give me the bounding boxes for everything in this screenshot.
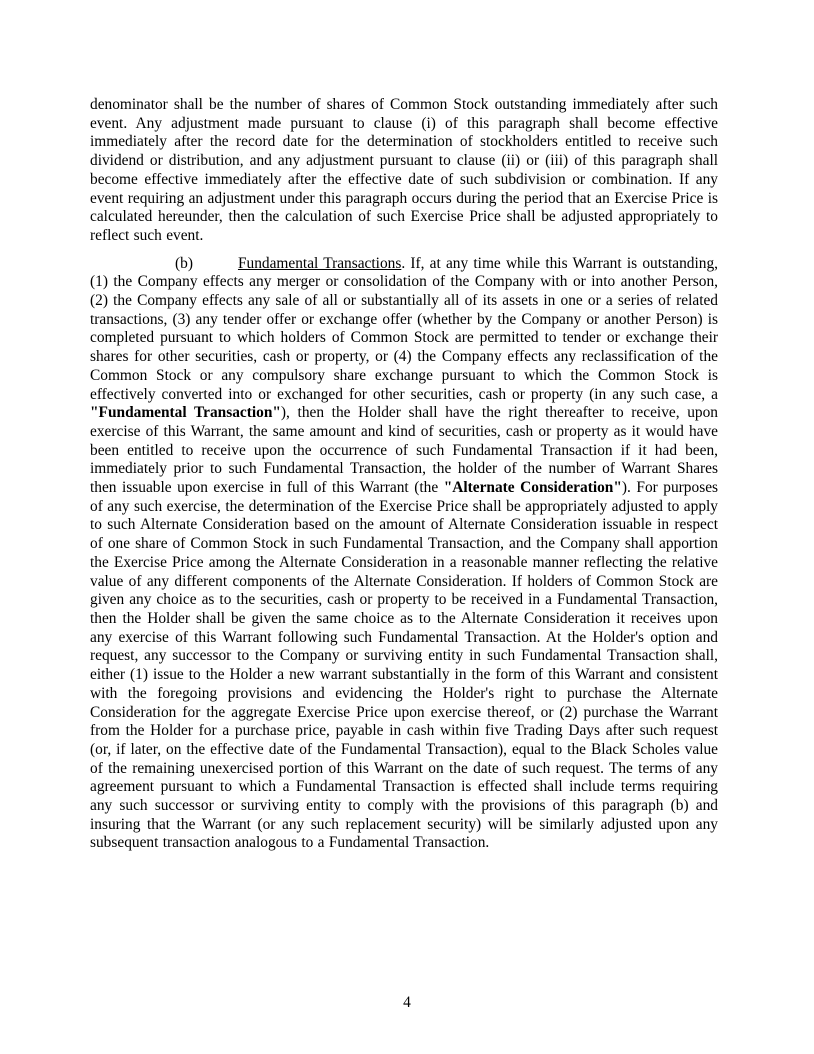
text-run: denominator shall be the number of shares of Common Stock outstanding immediately after such event. Any adjustment made pursuant to clause (i) of this paragraph shall become effective immediately after the record date for the determination of stockholders entitled to receive such dividend or distribution, and any adjustment pursuant to clause (ii) or (iii) of this paragraph shall become effective immediately after the effective date of such subdivision or combination. If any event requiring an adjustment under this paragraph occurs during the period that an Exercise Price is calculated hereunder, then the calculation of such Exercise Price shall be adjusted appropriately to reflect such event. (90, 96, 718, 244)
text-run: . If, at any time while this Warrant is outstanding, (1) the Company effects any merger or consolidation of the Company with or into another Person, (2) the Company effects any sale of all or substantially all of its assets in one or a series of related transactions, (3) any tender offer or exchange offer (whether by the Company or another Person) is completed pursuant to which holders of Common Stock are permitted to tender or exchange their shares for other securities, cash or property, or (4) the Company effects any reclassification of the Common Stock or any compulsory share exchange pursuant to which the Common Stock is effectively converted into or exchanged for other securities, cash or property (in any such case, a (90, 254, 718, 403)
paragraph-adjustment-continuation (90, 96, 718, 246)
text-run: (b) (175, 254, 193, 272)
defined-term-bold: "Alternate Consideration" (443, 479, 622, 497)
document-body (90, 96, 718, 853)
text-run: ). For purposes of any such exercise, the determination of the Exercise Price shall be appropriately adjusted to apply to such Alternate Consideration based on the amount of Alternate Consideration issuable in respect of one share of Common Stock in such Fundamental Transaction, and the Company shall apportion the Exercise Price among the Alternate Consideration in a reasonable manner reflecting the relative value of any different components of the Alternate Consideration. If holders of Common Stock are given any choice as to the securities, cash or property to be received in a Fundamental Transaction, then the Holder shall be given the same choice as to the Alternate Consideration it receives upon any exercise of this Warrant following such Fundamental Transaction. At the Holder's option and request, any successor to the Company or surviving entity in such Fundamental Transaction shall, either (1) issue to the Holder a new warrant substantially in the form of this Warrant and consistent with the foregoing provisions and evidencing the Holder's right to purchase the Alternate Consideration for the aggregate Exercise Price upon exercise thereof, or (2) purchase the Warrant from the Holder for a purchase price, payable in cash within five Trading Days after such request (or, if later, on the effective date of the Fundamental Transaction), equal to the Black Scholes value of the remaining unexercised portion of this Warrant on the date of such request. The terms of any agreement pursuant to which a Fundamental Transaction is effected shall include terms requiring any such successor or surviving entity to comply with the provisions of this paragraph (b) and insuring that the Warrant (or any such replacement security) will be similarly adjusted upon any subsequent transaction analogous to a Fundamental Transaction. (90, 479, 719, 852)
text-run: ), then the Holder shall have the right thereafter to receive, upon exercise of this Warrant, the same amount and kind of securities, cash or property as it would have been entitled to receive upon the occurrence of such Fundamental Transaction if it had been, immediately prior to such Fundamental Transaction, the holder of the number of Warrant Shares then issuable upon exercise in full of this Warrant (the (90, 404, 718, 497)
section-heading-underline: Fundamental Transactions (237, 254, 402, 272)
defined-term-bold: "Fundamental Transaction" (90, 404, 281, 422)
paragraph-b-fundamental-transactions (90, 255, 718, 854)
page-number: 4 (403, 994, 411, 1011)
